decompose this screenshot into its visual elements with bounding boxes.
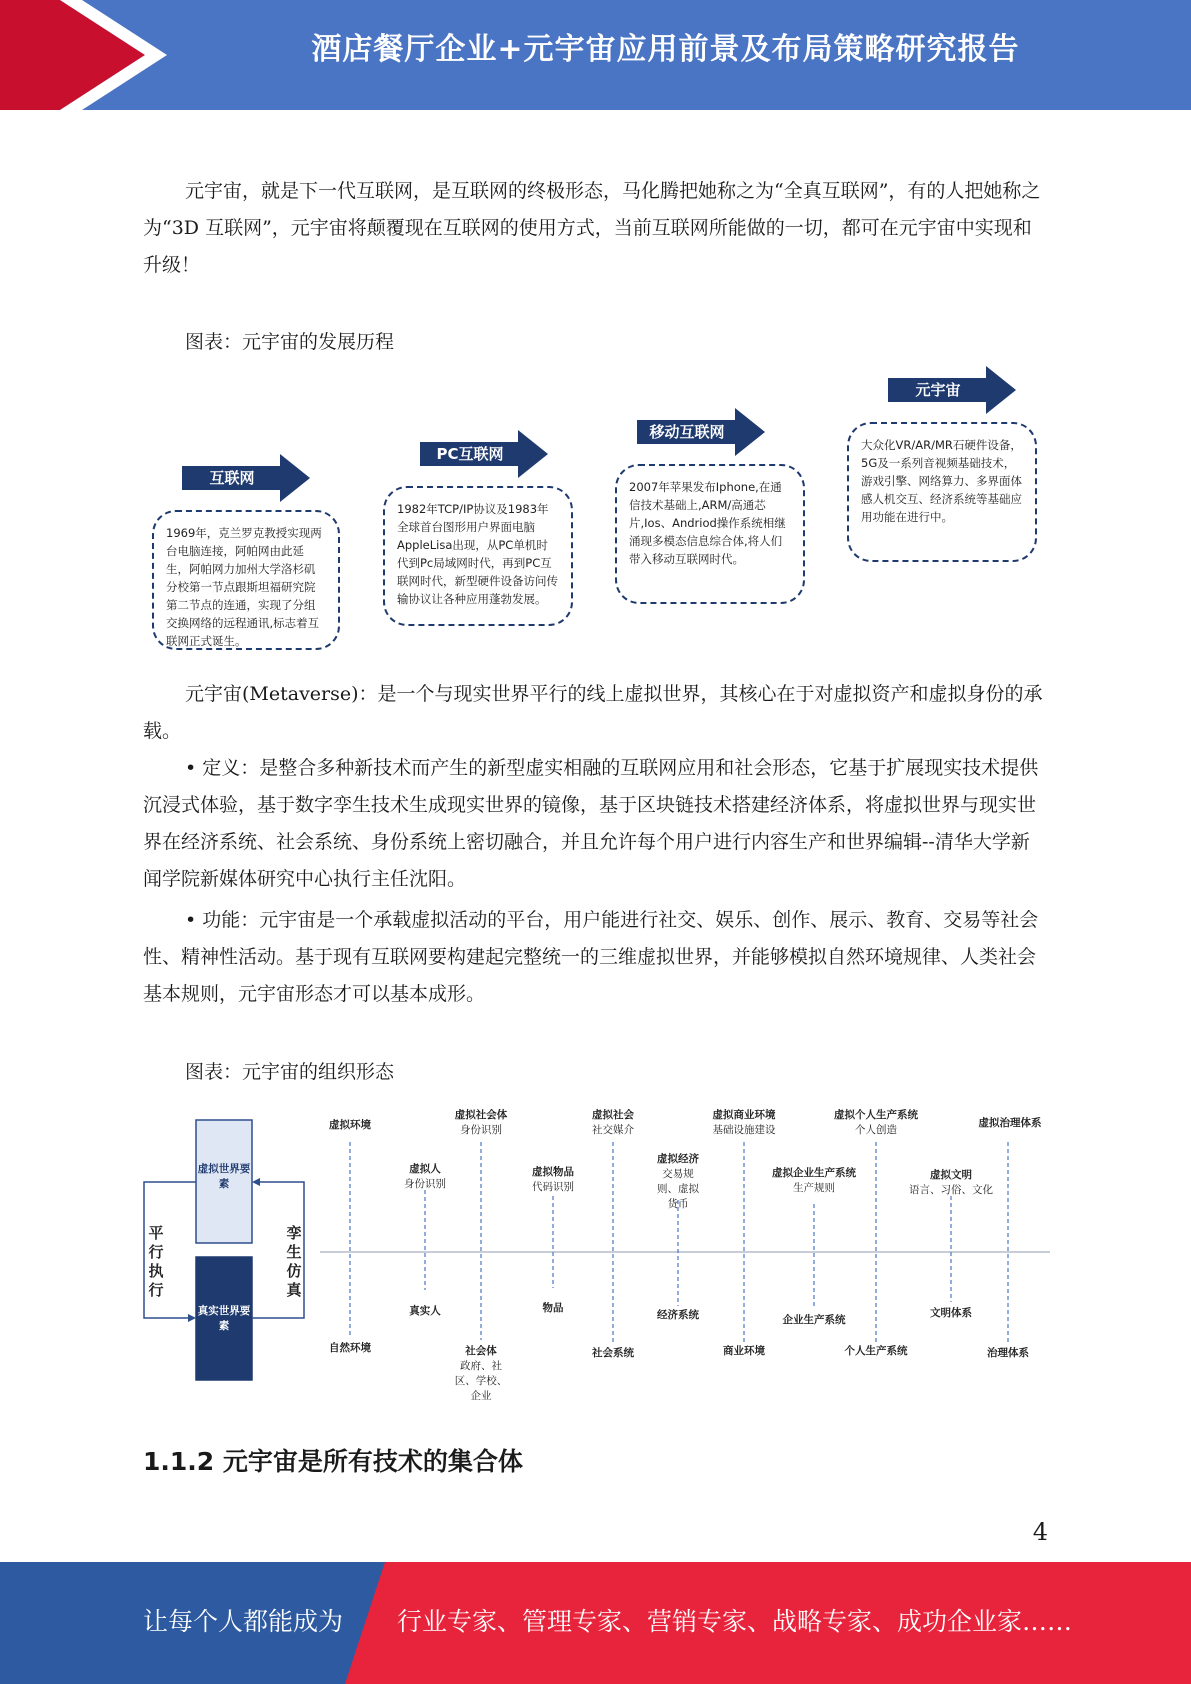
- twin-simulation-label: 孪生仿真: [286, 1224, 302, 1299]
- org-bottom-label: 企业生产系统: [782, 1314, 846, 1326]
- footer-slogan-right: 行业专家、管理专家、营销专家、战略专家、成功企业家……: [397, 1607, 1073, 1636]
- intro-paragraph: 元宇宙，就是下一代互联网，是互联网的终极形态，马化腾把她称之为“全真互联网”，有的人把她称之为“3D 互联网”，元宇宙将颠覆现在互联网的使用方式，当前互联网所能做的一切，都可在元宇宙中实现和升级！: [143, 180, 1041, 276]
- org-top-label: 虚拟社会 社交媒介: [592, 1109, 634, 1136]
- org-top-label: 虚拟治理体系: [978, 1117, 1042, 1129]
- org-top-label: 虚拟个人生产系统 个人创造: [834, 1109, 918, 1136]
- organization-diagram: [140, 1109, 1050, 1402]
- org-top-label: 虚拟环境: [329, 1119, 371, 1131]
- org-bottom-label: 商业环境: [723, 1345, 765, 1357]
- footer-slogan-left: 让每个人都能成为: [143, 1607, 344, 1636]
- org-top-label: 虚拟经济 交易规则、虚拟货币: [657, 1153, 699, 1210]
- definition-bullet: • 定义：是整合多种新技术而产生的新型虚实相融的互联网应用和社会形态，它基于扩展现实技术提供沉浸式体验，基于数字孪生技术生成现实世界的镜像，基于区块链技术搭建经济体系，将虚拟世界与现实世界在经济系统、社会系统、身份系统上密切融合，并且允许每个用户进行内容生产和世界编辑--清华大学新闻学院新媒体研究中心执行主任沈阳。: [143, 757, 1039, 890]
- stage-label: 移动互联网: [649, 423, 725, 441]
- history-diagram: [140, 360, 1050, 660]
- definition-paragraph: 元宇宙(Metaverse)：是一个与现实世界平行的线上虚拟世界，其核心在于对虚拟资产和虚拟身份的承载。: [143, 683, 1043, 742]
- stage-description: 2007年苹果发布Iphone,在通信技术基础上,ARM/高通芯片,Ios、Andriod操作系统相继涌现多模态信息综合体,将人们带入移动互联网时代。: [615, 464, 805, 604]
- virtual-world-box: 虚拟世界要素: [197, 1163, 251, 1190]
- page-header: [0, 0, 1191, 110]
- real-world-box: 真实世界要素: [197, 1305, 251, 1332]
- org-top-label: 虚拟物品 代码识别: [532, 1166, 574, 1193]
- figure-caption-organization: 图表：元宇宙的组织形态: [185, 1061, 395, 1083]
- stage-description: 1969年，克兰罗克教授实现两台电脑连接，阿帕网由此延生，阿帕网力加州大学洛杉矶分校第一节点跟斯坦福研究院第二节点的连通，实现了分组交换网络的远程通讯,标志着互联网正式诞生。: [152, 510, 340, 650]
- org-bottom-label: 个人生产系统: [844, 1345, 908, 1357]
- org-top-label: 虚拟人 身份识别: [404, 1163, 446, 1190]
- parallel-execution-label: 平行执行: [148, 1224, 164, 1299]
- org-bottom-label: 经济系统: [657, 1309, 699, 1321]
- org-top-label: 虚拟企业生产系统 生产规则: [772, 1167, 856, 1194]
- org-bottom-label: 物品: [542, 1302, 564, 1314]
- org-bottom-label: 社会体 政府、社区、学校、企业: [454, 1345, 508, 1402]
- figure-caption-history: 图表：元宇宙的发展历程: [185, 331, 395, 353]
- stage-label: 元宇宙: [915, 381, 961, 399]
- org-bottom-label: 治理体系: [987, 1347, 1029, 1359]
- org-top-label: 虚拟社会体 身份识别: [454, 1109, 508, 1136]
- stage-label: 互联网: [209, 469, 255, 487]
- org-top-label: 虚拟文明 语言、习俗、文化: [909, 1169, 993, 1196]
- org-bottom-label: 文明体系: [930, 1307, 972, 1319]
- header-title: 酒店餐厅企业+元宇宙应用前景及布局策略研究报告: [311, 32, 1020, 67]
- stage-label: PC互联网: [436, 445, 504, 463]
- org-bottom-label: 自然环境: [329, 1342, 371, 1354]
- page-number: 4: [1032, 1518, 1048, 1546]
- org-top-label: 虚拟商业环境 基础设施建设: [712, 1109, 776, 1136]
- org-bottom-label: 真实人: [409, 1305, 441, 1317]
- stage-description: 大众化VR/AR/MR石硬件设备，5G及一系列音视频基础技术，游戏引擎、网络算力、多界面体感人机交互、经济系统等基础应用功能在进行中。: [847, 422, 1037, 562]
- section-heading: 1.1.2 元宇宙是所有技术的集合体: [143, 1447, 523, 1476]
- function-bullet: • 功能：元宇宙是一个承载虚拟活动的平台，用户能进行社交、娱乐、创作、展示、教育、交易等社会性、精神性活动。基于现有互联网要构建起完整统一的三维虚拟世界，并能够模拟自然环境规律、人类社会基本规则，元宇宙形态才可以基本成形。: [143, 909, 1039, 1005]
- org-bottom-label: 社会系统: [592, 1347, 634, 1359]
- stage-description: 1982年TCP/IP协议及1983年全球首台图形用户界面电脑AppleLisa出现，从PC单机时代到Pc局域网时代，再到PC互联网时代，新型硬件设备访问传输协议让各种应用蓬勃发展。: [383, 486, 573, 626]
